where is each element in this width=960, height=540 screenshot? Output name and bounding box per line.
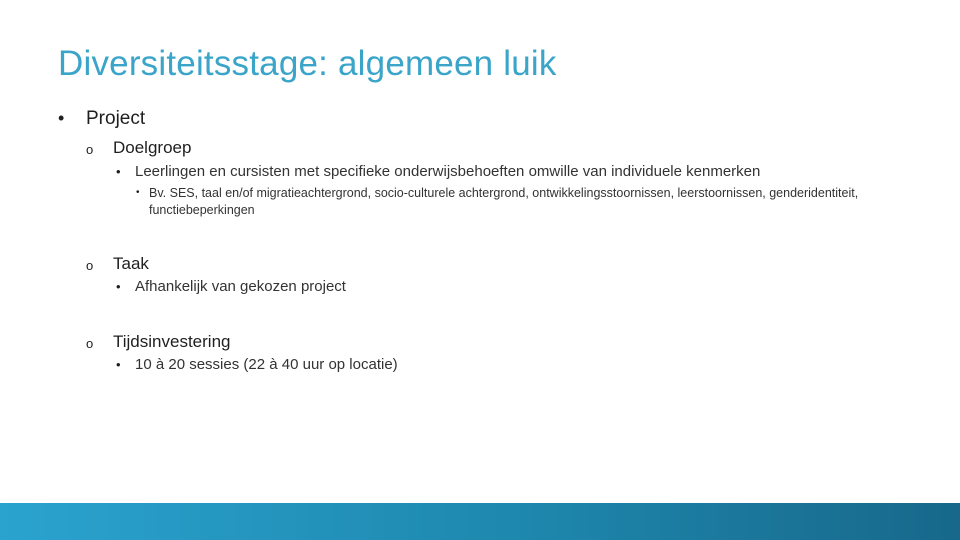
doelgroep-subitem: Bv. SES, taal en/of migratieachtergrond, socio-culturele achtergrond, ontwikkelingsstoornissen, leerstoornissen, genderidentiteit, functiebeperkingen xyxy=(149,186,859,217)
bullet-doelgroep-subitem: • xyxy=(136,187,140,198)
taak-heading: Taak xyxy=(113,254,149,273)
project-heading: Project xyxy=(86,108,146,129)
bullet-tijdsinvestering: o xyxy=(86,336,94,351)
bullet-doelgroep: o xyxy=(86,142,94,157)
slide-title: Diversiteitsstage: algemeen luik xyxy=(58,44,557,83)
tijdsinvestering-item: 10 à 20 sessies (22 à 40 uur op locatie) xyxy=(135,356,398,373)
bullet-doelgroep-item: • xyxy=(116,164,121,179)
bullet-taak: o xyxy=(86,258,94,273)
doelgroep-heading: Doelgroep xyxy=(113,138,192,157)
bullet-taak-item: • xyxy=(116,279,121,294)
bullet-project: • xyxy=(58,108,65,128)
tijdsinvestering-heading: Tijdsinvestering xyxy=(113,332,231,351)
doelgroep-item: Leerlingen en cursisten met specifieke onderwijsbehoeften omwille van individuele kenmerken xyxy=(135,163,761,180)
bullet-tijdsinvestering-item: • xyxy=(116,357,121,372)
taak-item: Afhankelijk van gekozen project xyxy=(135,278,346,295)
footer-band xyxy=(0,503,960,540)
